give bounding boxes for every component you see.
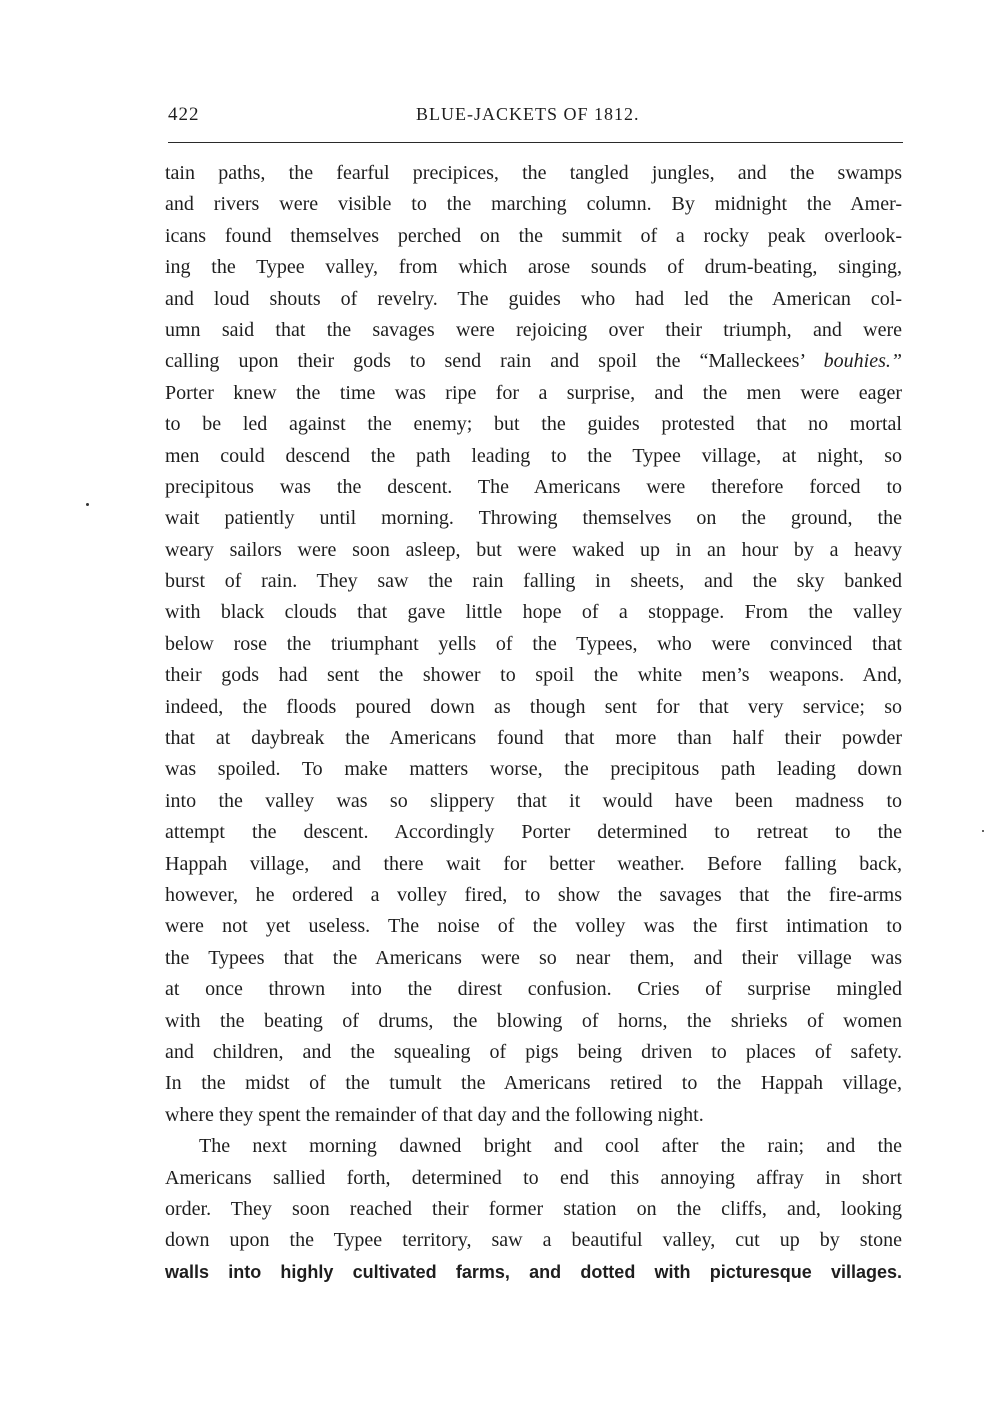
italic-word: bouhies.” — [823, 350, 902, 373]
header-rule — [168, 142, 903, 143]
text-line: precipitous was the descent. The Americans were therefore forced to — [165, 475, 902, 498]
text-line: below rose the triumphant yells of the Typees, who were convinced that — [165, 632, 902, 655]
text-line: Porter knew the time was ripe for a surprise, and the men were eager — [165, 381, 902, 404]
text-line: Happah village, and there wait for better weather. Before falling back, — [165, 852, 902, 875]
text-line-start: calling upon their gods to send rain and spoil the “Malleckees’ — [165, 350, 805, 373]
text-line: however, he ordered a volley fired, to show the savages that the fire-arms — [165, 883, 902, 906]
text-line: was spoiled. To make matters worse, the precipitous path leading down — [165, 758, 902, 781]
text-line: attempt the descent. Accordingly Porter determined to retreat to the — [165, 821, 902, 844]
text-line: order. They soon reached their former station on the cliffs, and, looking — [165, 1197, 902, 1220]
text-line: and rivers were visible to the marching column. By midnight the Amer- — [165, 193, 902, 216]
text-line: weary sailors were soon asleep, but were waked up in an hour by a heavy — [165, 538, 902, 561]
text-line: with black clouds that gave little hope of a stoppage. From the valley — [165, 601, 902, 624]
text-line: into the valley was so slippery that it would have been madness to — [165, 789, 902, 812]
body-text — [165, 158, 902, 1288]
text-line: In the midst of the tumult the Americans retired to the Happah village, — [165, 1072, 902, 1095]
scan-speck — [982, 830, 984, 832]
text-line: icans found themselves perched on the summit of a rocky peak overlook- — [165, 224, 902, 247]
text-line: tain paths, the fearful precipices, the tangled jungles, and the swamps — [165, 162, 902, 184]
text-line: at once thrown into the direst confusion. Cries of surprise mingled — [165, 978, 902, 1001]
text-line: The next morning dawned bright and cool after the rain; and the — [199, 1135, 902, 1158]
text-line: wait patiently until morning. Throwing themselves on the ground, the — [165, 507, 902, 530]
text-line: down upon the Typee territory, saw a beautiful valley, cut up by stone — [165, 1229, 902, 1252]
text-line: with the beating of drums, the blowing of horns, the shrieks of women — [165, 1009, 902, 1032]
text-line: Americans sallied forth, determined to end this annoying affray in short — [165, 1166, 902, 1189]
text-line: ing the Typee valley, from which arose sounds of drum-beating, singing, — [165, 256, 902, 279]
text-line: indeed, the floods poured down as though sent for that very service; so — [165, 695, 902, 718]
text-line: and loud shouts of revelry. The guides who had led the American col- — [165, 287, 902, 310]
text-line — [165, 346, 902, 377]
scan-speck — [86, 503, 89, 506]
text-line: burst of rain. They saw the rain falling in sheets, and the sky banked — [165, 570, 902, 593]
text-line: where they spent the remainder of that day and the following night. — [165, 1103, 704, 1126]
text-line: and children, and the squealing of pigs being driven to places of safety. — [165, 1040, 902, 1063]
text-line: walls into highly cultivated farms, and dotted with picturesque villages. — [165, 1261, 902, 1282]
text-line: to be led against the enemy; but the guides protested that no mortal — [165, 413, 902, 436]
text-line: the Typees that the Americans were so near them, and their village was — [165, 946, 902, 969]
page-header — [168, 104, 903, 134]
running-title: BLUE-JACKETS OF 1812. — [416, 104, 640, 124]
text-line: umn said that the savages were rejoicing over their triumph, and were — [165, 318, 902, 341]
text-line: their gods had sent the shower to spoil the white men’s weapons. And, — [165, 664, 902, 687]
page-number: 422 — [168, 104, 200, 125]
text-line: that at daybreak the Americans found that more than half their powder — [165, 727, 902, 750]
text-line: men could descend the path leading to the Typee village, at night, so — [165, 444, 902, 467]
text-line: were not yet useless. The noise of the volley was the first intimation to — [165, 915, 902, 938]
